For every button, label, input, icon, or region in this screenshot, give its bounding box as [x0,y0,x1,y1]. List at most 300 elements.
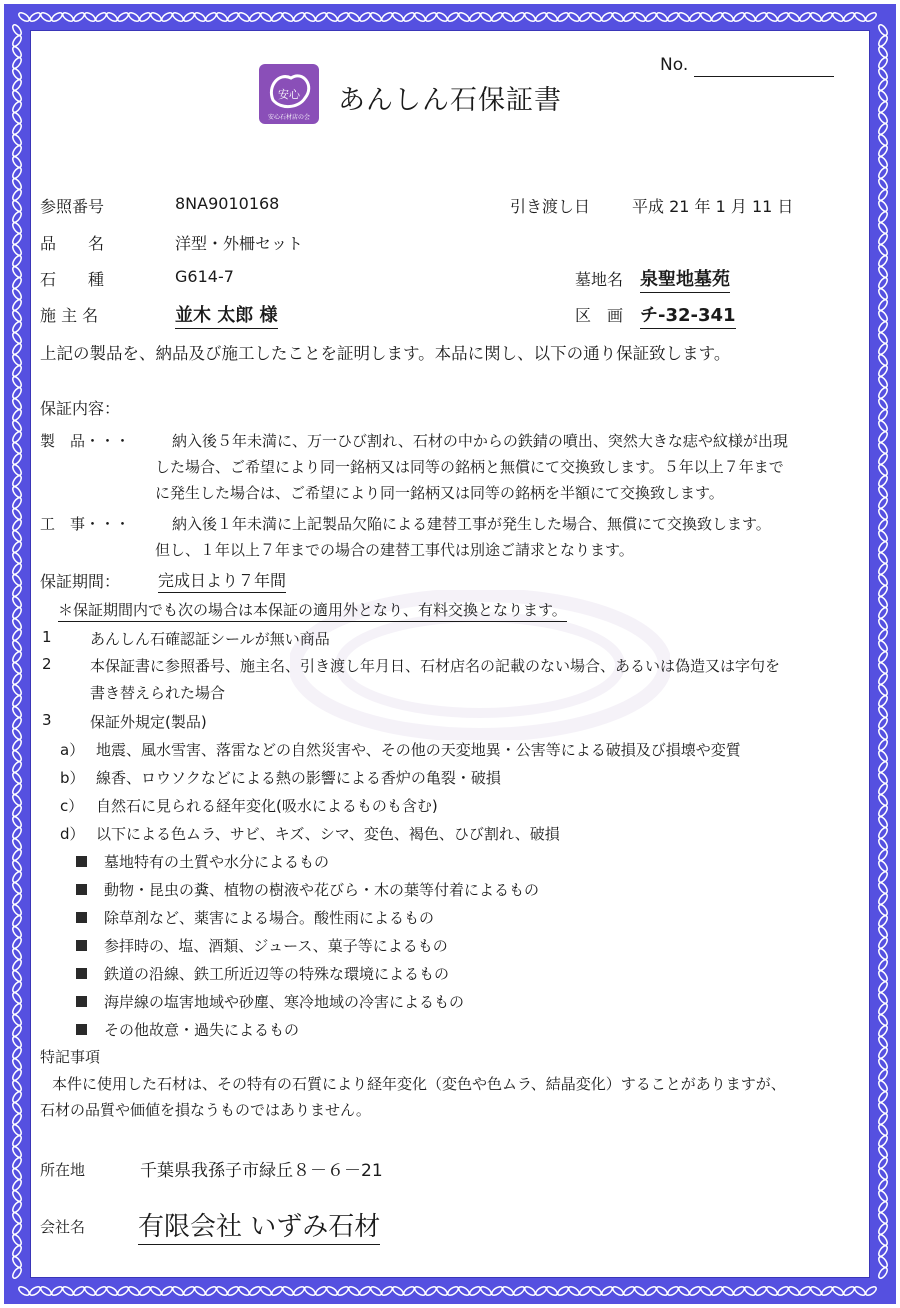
vine-leaf [336,1285,349,1297]
vine-leaf [105,11,118,23]
vine-leaf [11,1057,23,1070]
vine-leaf [11,408,23,421]
vine-leaf [877,485,889,498]
vine-leaf [877,705,889,718]
vine-leaf [105,1285,118,1297]
sub-item-text-b: 線香、ロウソクなどによる熱の影響による香炉の亀裂・破損 [96,769,501,787]
vine-leaf [380,11,393,23]
vine-leaf [303,11,316,23]
vine-leaf [877,881,889,894]
vine-leaf [11,749,23,762]
vine-leaf [160,1285,173,1297]
vine-leaf [490,1285,503,1297]
vine-leaf [877,540,889,553]
anshin-logo [259,64,319,124]
vine-leaf [765,11,778,23]
vine-leaf [877,925,889,938]
vine-leaf [11,947,23,960]
vine-leaf [877,573,889,586]
vine-leaf [877,969,889,982]
vine-leaf [11,111,23,124]
vine-leaf [877,749,889,762]
vine-leaf [11,375,23,388]
vine-leaf [864,11,877,23]
vine-leaf [11,716,23,729]
vine-leaf [11,1101,23,1114]
vine-leaf [11,606,23,619]
vine-leaf [501,11,514,23]
vine-leaf [877,837,889,850]
vine-leaf [193,11,206,23]
vine-leaf [877,870,889,883]
vine-leaf [877,1233,889,1246]
warranty-product-label: 製 品・・・ [40,432,131,450]
vine-leaf [11,705,23,718]
vine-leaf [11,78,23,91]
vine-leaf [877,122,889,135]
address-value: 千葉県我孫子市緑丘８－６－21 [140,1161,383,1181]
vine-leaf [776,1285,789,1297]
vine-leaf [710,11,723,23]
vine-leaf [556,11,569,23]
vine-leaf [877,606,889,619]
exclusion-text-3: 保証外規定(製品) [90,713,207,731]
vine-leaf [877,727,889,740]
vine-leaf [259,1285,272,1297]
vine-leaf [11,1255,23,1268]
vine-leaf [281,1285,294,1297]
bullet-item: 除草剤など、薬害による場合。酸性雨によるもの [104,909,435,927]
bullet-square-icon [76,1024,87,1035]
vine-leaf [877,1123,889,1136]
vine-leaf [193,1285,206,1297]
vine-leaf [11,474,23,487]
exclusion-num-1: 1 [42,628,52,646]
vine-leaf [877,793,889,806]
ref-label: 参照番号 [40,197,105,216]
vine-leaf [877,551,889,564]
vine-leaf [11,859,23,872]
vine-leaf [644,1285,657,1297]
vine-leaf [556,1285,569,1297]
vine-leaf [28,11,41,23]
vine-leaf [877,1244,889,1257]
vine-leaf [688,11,701,23]
vine-leaf [11,298,23,311]
vine-leaf [116,11,129,23]
vine-leaf [28,1285,41,1297]
vine-leaf [270,11,283,23]
vine-leaf [877,650,889,663]
warranty-heading: 保証内容： [40,399,121,418]
warranty-product-line1: 納入後５年未満に、万一ひび割れ、石材の中からの鉄錆の噴出、突然大きな痣や紋様が出現 [172,432,788,450]
vine-leaf [11,1222,23,1235]
vine-leaf [809,1285,822,1297]
vine-leaf [877,991,889,1004]
vine-leaf [754,1285,767,1297]
vine-leaf [11,529,23,542]
vine-leaf [877,683,889,696]
vine-leaf [877,529,889,542]
vine-leaf [721,11,734,23]
vine-leaf [877,815,889,828]
bullet-square-icon [76,856,87,867]
vine-leaf [512,1285,525,1297]
vine-leaf [809,11,822,23]
vine-leaf [11,848,23,861]
vine-leaf [50,11,63,23]
vine-leaf [325,1285,338,1297]
vine-leaf [11,870,23,883]
vine-leaf [11,815,23,828]
vine-leaf [688,1285,701,1297]
bullet-square-icon [76,884,87,895]
vine-leaf [402,1285,415,1297]
vine-leaf [877,1035,889,1048]
vine-leaf [877,408,889,421]
vine-leaf [877,89,889,102]
vine-leaf [61,11,74,23]
vine-leaf [11,771,23,784]
stone-value: G614-7 [175,267,234,286]
vine-leaf [877,617,889,630]
vine-leaf [138,11,151,23]
vine-leaf [611,1285,624,1297]
vine-leaf [72,1285,85,1297]
vine-leaf [358,11,371,23]
vine-leaf [11,881,23,894]
vine-leaf [259,11,272,23]
vine-leaf [94,1285,107,1297]
vine-leaf [11,1068,23,1081]
vine-leaf [877,496,889,509]
vine-leaf [877,848,889,861]
vine-leaf [877,144,889,157]
vine-leaf [877,430,889,443]
vine-leaf [655,11,668,23]
vine-leaf [358,1285,371,1297]
vine-leaf [149,1285,162,1297]
vine-leaf [11,133,23,146]
exclusion-text-1: あんしん石確認証シールが無い商品 [90,630,330,648]
vine-leaf [877,1200,889,1213]
vine-leaf [699,11,712,23]
vine-leaf [215,11,228,23]
vine-leaf [11,661,23,674]
sub-item-text-d: 以下による色ムラ、サビ、キズ、シマ、変色、褐色、ひび割れ、破損 [96,825,560,843]
vine-leaf [11,56,23,69]
vine-leaf [877,1178,889,1191]
page-title: あんしん石保証書 [338,85,562,116]
vine-leaf [11,639,23,652]
vine-leaf [877,694,889,707]
warranty-period-label: 保証期間： [40,572,121,591]
vine-leaf [149,11,162,23]
vine-leaf [11,199,23,212]
warranty-period-value: 完成日より７年間 [158,568,286,593]
vine-leaf [787,1285,800,1297]
vine-leaf [270,1285,283,1297]
vine-leaf [446,11,459,23]
vine-leaf [820,1285,833,1297]
vine-leaf [11,683,23,696]
vine-leaf [877,782,889,795]
vine-leaf [877,1002,889,1015]
vine-leaf [11,386,23,399]
vine-leaf [11,903,23,916]
vine-leaf [877,914,889,927]
bullet-square-icon [76,996,87,1007]
vine-leaf [842,11,855,23]
vine-leaf [877,716,889,729]
vine-leaf [171,11,184,23]
bullet-square-icon [76,912,87,923]
vine-leaf [237,1285,250,1297]
vine-leaf [11,155,23,168]
vine-leaf [11,562,23,575]
vine-leaf [11,1046,23,1059]
vine-leaf [11,694,23,707]
vine-leaf [11,1112,23,1125]
vine-leaf [534,1285,547,1297]
vine-leaf [11,342,23,355]
vine-leaf [877,210,889,223]
vine-leaf [877,947,889,960]
cemetery-value: 泉聖地墓苑 [640,265,730,293]
vine-leaf [11,958,23,971]
vine-leaf [413,1285,426,1297]
vine-leaf [11,1035,23,1048]
vine-leaf [39,1285,52,1297]
vine-leaf [877,980,889,993]
vine-leaf [622,1285,635,1297]
vine-leaf [138,1285,151,1297]
warranty-exclusion-note: ＊保証期間内でも次の場合は本保証の適用外となり、有料交換となります。 [58,599,567,622]
exclusion-text-2: 本保証書に参照番号、施主名、引き渡し年月日、石材店名の記載のない場合、あるいは偽造又は字句を [90,657,781,675]
vine-leaf [877,342,889,355]
vine-leaf [11,254,23,267]
vine-leaf [710,1285,723,1297]
vine-leaf [877,78,889,91]
warranty-work-line1: 納入後１年未満に上記製品欠陥による建替工事が発生した場合、無償にて交換致します。 [172,515,771,533]
vine-leaf [877,276,889,289]
vine-leaf [877,804,889,817]
vine-leaf [11,1167,23,1180]
vine-leaf [633,1285,646,1297]
vine-leaf [347,11,360,23]
vine-leaf [877,958,889,971]
vine-leaf [877,936,889,949]
vine-leaf [877,56,889,69]
vine-leaf [314,11,327,23]
warranty-product-line3: に発生した場合は、ご希望により同一銘柄又は同等の銘柄を半額にて交換致します。 [155,484,724,502]
vine-leaf [11,650,23,663]
vine-leaf [877,903,889,916]
vine-leaf [281,11,294,23]
vine-leaf [877,892,889,905]
vine-leaf [877,771,889,784]
vine-leaf [877,1255,889,1268]
vine-leaf [589,11,602,23]
vine-leaf [877,1134,889,1147]
vine-leaf [545,11,558,23]
vine-leaf [877,1112,889,1125]
vine-leaf [17,1285,30,1297]
vine-leaf [578,11,591,23]
vine-leaf [226,11,239,23]
vine-leaf [11,287,23,300]
vine-leaf [877,507,889,520]
vine-leaf [877,320,889,333]
vine-leaf [11,727,23,740]
vine-leaf [17,11,30,23]
vine-leaf [11,232,23,245]
vine-leaf [11,45,23,58]
special-heading: 特記事項 [40,1048,101,1066]
vine-leaf [787,11,800,23]
vine-leaf [11,1189,23,1202]
vine-leaf [877,1046,889,1059]
vine-leaf [512,11,525,23]
vine-leaf [677,11,690,23]
vine-leaf [457,1285,470,1297]
vine-leaf [11,1123,23,1136]
vine-leaf [11,188,23,201]
vine-leaf [732,11,745,23]
vine-leaf [877,309,889,322]
cemetery-label: 墓地名 [575,270,624,289]
vine-leaf [11,430,23,443]
vine-leaf [391,11,404,23]
vine-leaf [292,11,305,23]
vine-leaf [877,1101,889,1114]
vine-leaf [303,1285,316,1297]
vine-leaf [11,67,23,80]
vine-leaf [877,1189,889,1202]
vine-leaf [820,11,833,23]
vine-leaf [877,1222,889,1235]
vine-leaf [11,1024,23,1037]
vine-leaf [545,1285,558,1297]
vine-leaf [877,826,889,839]
vine-leaf [589,1285,602,1297]
vine-leaf [11,936,23,949]
vine-leaf [534,11,547,23]
special-line1: 本件に使用した石材は、その特有の石質により経年変化（変色や色ムラ、結晶変化）することがありますが、 [52,1075,786,1093]
vine-leaf [877,188,889,201]
vine-leaf [743,11,756,23]
vine-leaf [424,1285,437,1297]
vine-leaf [11,1002,23,1015]
vine-leaf [655,1285,668,1297]
vine-leaf [523,1285,536,1297]
vine-leaf [877,441,889,454]
vine-leaf [877,661,889,674]
vine-leaf [666,1285,679,1297]
vine-leaf [11,1244,23,1257]
vine-leaf [877,595,889,608]
vine-leaf [721,1285,734,1297]
vine-leaf [877,386,889,399]
vine-leaf [877,34,889,47]
vine-leaf [391,1285,404,1297]
sub-item-label-b: b） [60,769,85,787]
vine-leaf [877,111,889,124]
vine-leaf [11,353,23,366]
product-label: 品 名 [40,234,105,253]
sub-item-label-d: d） [60,825,85,843]
special-line2: 石材の品質や価値を損なうものではありません。 [40,1101,371,1119]
bullet-item: 墓地特有の土質や水分によるもの [104,853,330,871]
vine-leaf [666,11,679,23]
vine-leaf [523,11,536,23]
vine-leaf [877,177,889,190]
bullet-item: 動物・昆虫の糞、植物の樹液や花びら・木の葉等付着によるもの [104,881,540,899]
vine-leaf [11,1266,23,1279]
vine-leaf [347,1285,360,1297]
vine-leaf [798,11,811,23]
company-value: 有限会社 いずみ石材 [138,1206,380,1245]
vine-leaf [877,1068,889,1081]
vine-leaf [611,11,624,23]
vine-leaf [479,11,492,23]
vine-leaf [600,11,613,23]
vine-leaf [11,166,23,179]
vine-leaf [11,914,23,927]
vine-leaf [11,595,23,608]
vine-leaf [204,1285,217,1297]
vine-leaf [336,11,349,23]
vine-leaf [11,584,23,597]
vine-leaf [11,837,23,850]
vine-leaf [94,11,107,23]
vine-leaf [11,782,23,795]
vine-leaf [215,1285,228,1297]
vine-leaf [171,1285,184,1297]
vine-leaf [877,364,889,377]
vine-leaf [182,11,195,23]
vine-leaf [877,397,889,410]
vine-leaf [877,1167,889,1180]
vine-leaf [877,353,889,366]
vine-leaf [11,485,23,498]
vine-leaf [11,991,23,1004]
vine-leaf [877,1156,889,1169]
vine-leaf [877,1266,889,1279]
vine-leaf [11,243,23,256]
vine-leaf [877,232,889,245]
vine-leaf [677,1285,690,1297]
bullet-square-icon [76,968,87,979]
vine-leaf [11,518,23,531]
vine-leaf [446,1285,459,1297]
vine-leaf [853,1285,866,1297]
vine-leaf [877,1024,889,1037]
vine-leaf [11,551,23,564]
vine-leaf [435,11,448,23]
vine-leaf [11,100,23,113]
vine-leaf [877,1079,889,1092]
vine-leaf [226,1285,239,1297]
product-value: 洋型・外柵セット [175,234,304,253]
vine-leaf [877,199,889,212]
vine-leaf [798,1285,811,1297]
vine-leaf [11,1178,23,1191]
vine-leaf [877,738,889,751]
vine-leaf [435,1285,448,1297]
vine-leaf [116,1285,129,1297]
vine-leaf [402,11,415,23]
